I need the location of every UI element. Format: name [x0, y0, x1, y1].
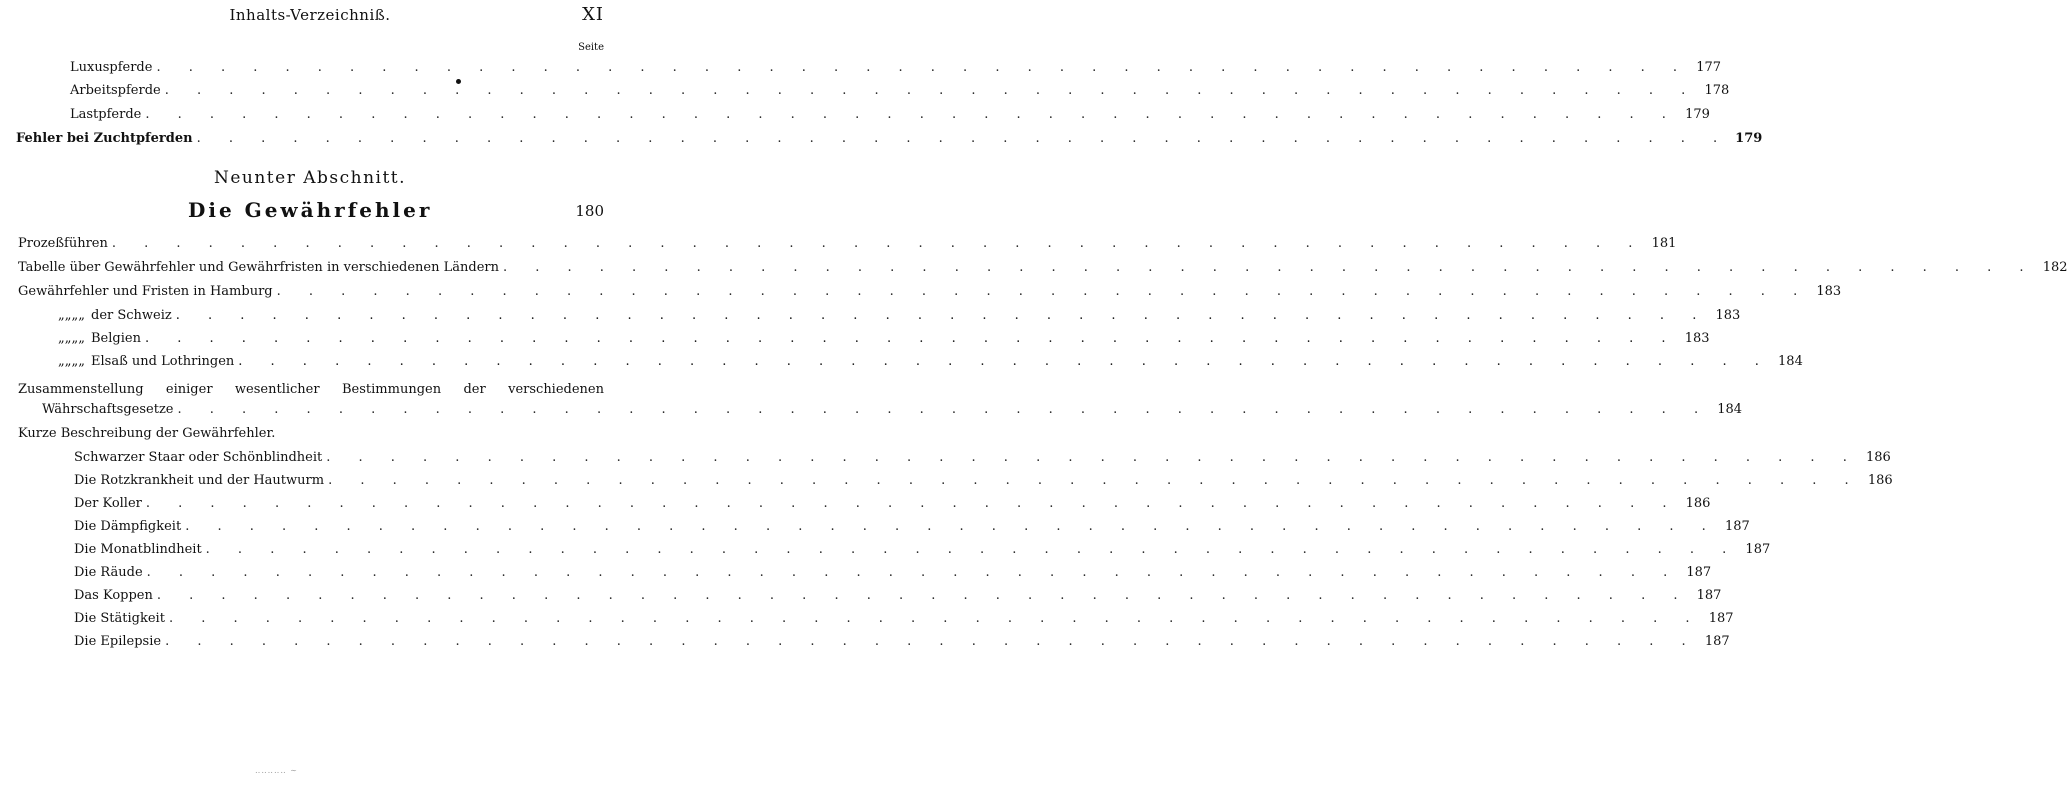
toc-multiline-entry: [18, 379, 604, 401]
toc-entry: [74, 519, 1750, 541]
toc-entry: [18, 260, 2068, 282]
dot-leader: . . . . . . . . . . . . . . . . . . . . . . . . . . . . . . . . . . . . . . . . . . . . . . . .: [164, 83, 1698, 98]
toc-entry: [74, 611, 1734, 633]
toc-entry-page: 183: [1715, 308, 1741, 323]
dot-leader: . . . . . . . . . . . . . . . . . . . . . . . . . . . . . . . . . . . . . . . . . . . . . . . .: [276, 284, 1810, 299]
toc-entry-label: Währschaftsgesetze: [42, 402, 174, 417]
dot-leader: . . . . . . . . . . . . . . . . . . . . . . . . . . . . . . . . . . . . . . . . . . . . . . . .: [175, 308, 1709, 323]
toc-entry-label: Die Rotzkrankheit und der Hautwurm: [74, 473, 325, 488]
chapter-title: Die Gewährfehler: [188, 198, 433, 222]
ditto-mark: „: [58, 354, 65, 369]
toc-entry-label: Zusammenstellung einiger wesentlicher Bestimmungen der verschiedenen: [18, 382, 604, 397]
toc-entry-label: Luxuspferde: [70, 60, 153, 75]
dot-leader: . . . . . . . . . . . . . . . . . . . . . . . . . . . . . . . . . . . . . . . . . . . . . . . .: [111, 236, 1645, 251]
toc-entry-label: Die Räude: [74, 565, 143, 580]
ditto-mark: „: [71, 354, 79, 369]
dot-leader: . . . . . . . . . . . . . . . . . . . . . . . . . . . . . . . . . . . . . . . . . . . . . . . .: [156, 588, 1690, 603]
dot-leader: . . . . . . . . . . . . . . . . . . . . . . . . . . . . . . . . . . . . . . . . . . . . . . . .: [168, 611, 1702, 626]
subsection-heading-text: Kurze Beschreibung der Gewährfehler.: [18, 426, 276, 441]
toc-entry: [74, 450, 1891, 472]
ditto-mark: „: [71, 331, 79, 346]
toc-entry-label: Elsaß und Lothringen: [91, 354, 235, 369]
toc-entry: [74, 473, 1893, 495]
toc-entry-page: 187: [1745, 542, 1771, 557]
toc-entry-page: 177: [1696, 60, 1722, 75]
ditto-mark: „: [64, 331, 72, 346]
toc-entry-label: Belgien: [91, 331, 141, 346]
toc-entry-page: 186: [1866, 450, 1891, 465]
scan-artifact: ‥‥‥‥‥ ∼: [255, 766, 298, 775]
toc-entry: [70, 107, 1710, 129]
toc-entry-label: Der Koller: [74, 496, 142, 511]
ditto-mark: „: [64, 308, 72, 323]
page-number: XI: [582, 4, 604, 25]
dot-leader: . . . . . . . . . . . . . . . . . . . . . . . . . . . . . . . . . . . . . . . . . . . . . . . .: [326, 450, 1859, 465]
dot-leader: . . . . . . . . . . . . . . . . . . . . . . . . . . . . . . . . . . . . . . . . . . . . . . . .: [196, 131, 1730, 146]
toc-entry-page: 182: [2042, 260, 2068, 275]
toc-entry: [74, 542, 1771, 564]
toc-ditto-entry: [58, 308, 1741, 330]
toc-entry: [70, 60, 1722, 82]
toc-entry: [70, 83, 1730, 105]
toc-entry-label: Schwarzer Staar oder Schönblindheit: [74, 450, 323, 465]
toc-entry-page: 184: [1778, 354, 1803, 369]
ditto-mark: „: [78, 331, 85, 346]
toc-entry-page: 187: [1708, 611, 1734, 626]
toc-entry-label: Gewährfehler und Fristen in Hamburg: [18, 284, 273, 299]
toc-ditto-entry: [58, 354, 1803, 376]
ditto-mark: „: [64, 354, 72, 369]
dot-leader: . . . . . . . . . . . . . . . . . . . . . . . . . . . . . . . . . . . . . . . . . . . . . . . .: [144, 331, 1678, 346]
toc-entry-label: Lastpferde: [70, 107, 142, 122]
toc-entry-page: 187: [1696, 588, 1722, 603]
toc-entry: [74, 565, 1712, 587]
toc-entry-page: 183: [1816, 284, 1842, 299]
toc-entry: [16, 131, 1763, 153]
toc-entry-page: 187: [1686, 565, 1712, 580]
ditto-mark: „: [58, 331, 65, 346]
toc-entry: [74, 588, 1722, 610]
toc-entry-page: 187: [1724, 519, 1750, 534]
dot-leader: . . . . . . . . . . . . . . . . . . . . . . . . . . . . . . . . . . . . . . . . . . . . . . . .: [185, 519, 1718, 534]
seite-column-label: Seite: [578, 42, 604, 53]
ditto-mark: „: [78, 354, 85, 369]
toc-entry-label: der Schweiz: [91, 308, 172, 323]
subsection-heading: [18, 426, 604, 448]
toc-entry: [74, 634, 1730, 656]
toc-entry-label: Die Monatblindheit: [74, 542, 202, 557]
section-heading: Neunter Abschnitt.: [213, 168, 407, 188]
toc-entry-label: Tabelle über Gewährfehler und Gewährfristen in verschiedenen Ländern: [18, 260, 499, 275]
toc-entry-page: 187: [1704, 634, 1730, 649]
ditto-mark: „: [58, 308, 65, 323]
toc-entry-page: 179: [1735, 131, 1763, 146]
toc-entry-continuation: [42, 402, 1743, 424]
toc-entry-label: Die Dämpfigkeit: [74, 519, 182, 534]
toc-entry-label: Arbeitspferde: [70, 83, 161, 98]
ditto-mark: „: [78, 308, 85, 323]
toc-entry-label: Prozeßführen: [18, 236, 108, 251]
toc-entry-page: 178: [1704, 83, 1730, 98]
dot-leader: . . . . . . . . . . . . . . . . . . . . . . . . . . . . . . . . . . . . . . . . . . . . . . . .: [177, 402, 1711, 417]
dot-leader: . . . . . . . . . . . . . . . . . . . . . . . . . . . . . . . . . . . . . . . . . . . . . . . .: [205, 542, 1739, 557]
toc-entry: [74, 496, 1711, 518]
toc-entry-label: Das Koppen: [74, 588, 153, 603]
toc-entry-page: 184: [1717, 402, 1743, 417]
toc-entry-page: 179: [1685, 107, 1710, 122]
chapter-page: 180: [575, 202, 604, 220]
toc-entry-page: 183: [1684, 331, 1710, 346]
dot-leader: . . . . . . . . . . . . . . . . . . . . . . . . . . . . . . . . . . . . . . . . . . . . . . . .: [502, 260, 2036, 275]
toc-entry-page: 181: [1651, 236, 1677, 251]
toc-entry-page: 186: [1685, 496, 1711, 511]
toc-entry: [18, 284, 1842, 306]
dot-leader: . . . . . . . . . . . . . . . . . . . . . . . . . . . . . . . . . . . . . . . . . . . . . . . .: [156, 60, 1690, 75]
toc-entry-label: Fehler bei Zuchtpferden: [16, 131, 193, 146]
dot-leader: . . . . . . . . . . . . . . . . . . . . . . . . . . . . . . . . . . . . . . . . . . . . . . . .: [145, 107, 1678, 122]
toc-entry-page: 186: [1867, 473, 1893, 488]
dot-leader: . . . . . . . . . . . . . . . . . . . . . . . . . . . . . . . . . . . . . . . . . . . . . . . .: [165, 634, 1698, 649]
dot-leader: . . . . . . . . . . . . . . . . . . . . . . . . . . . . . . . . . . . . . . . . . . . . . . . .: [146, 565, 1680, 580]
dot-leader: . . . . . . . . . . . . . . . . . . . . . . . . . . . . . . . . . . . . . . . . . . . . . . . .: [238, 354, 1771, 369]
dot-leader: . . . . . . . . . . . . . . . . . . . . . . . . . . . . . . . . . . . . . . . . . . . . . . . .: [145, 496, 1679, 511]
toc-entry: [18, 236, 1677, 258]
dot-leader: . . . . . . . . . . . . . . . . . . . . . . . . . . . . . . . . . . . . . . . . . . . . . . . .: [328, 473, 1861, 488]
running-header-title: Inhalts-Verzeichniß.: [229, 6, 391, 24]
toc-entry-label: Die Stätigkeit: [74, 611, 165, 626]
toc-entry-label: Die Epilepsie: [74, 634, 162, 649]
ditto-mark: „: [71, 308, 79, 323]
toc-ditto-entry: [58, 331, 1710, 353]
